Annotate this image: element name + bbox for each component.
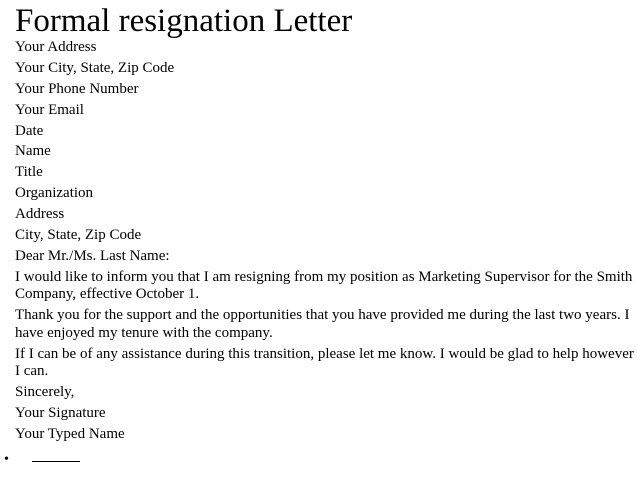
blank-underline bbox=[32, 461, 80, 462]
body-paragraph-thanks: Thank you for the support and the opportunities that you have provided me during the last two years. I have enjoyed my tenure with the company. bbox=[15, 307, 630, 341]
sender-email: Your Email bbox=[15, 101, 84, 118]
body-paragraph-assistance: If I can be of any assistance during this transition, please let me know. I would be glad to help however I can. bbox=[15, 345, 634, 380]
letter-body bbox=[15, 39, 635, 447]
body-paragraph-resignation: I would like to inform you that I am resigning from my position as Marketing Supervisor for the Smith Company, effective October 1. bbox=[15, 268, 633, 303]
bullet-icon: • bbox=[4, 452, 9, 467]
letter-title: Formal resignation Letter bbox=[15, 3, 353, 39]
sender-address: Your Address bbox=[15, 39, 97, 55]
salutation: Dear Mr./Ms. Last Name: bbox=[15, 247, 170, 264]
bullet-item bbox=[4, 451, 124, 471]
recipient-organization: Organization bbox=[15, 185, 94, 202]
recipient-address: Address bbox=[15, 206, 65, 223]
signature: Your Signature bbox=[15, 404, 106, 421]
sender-phone: Your Phone Number bbox=[15, 80, 139, 97]
closing: Sincerely, bbox=[15, 383, 75, 400]
recipient-name: Name bbox=[15, 143, 51, 160]
sender-city-state-zip: Your City, State, Zip Code bbox=[15, 59, 175, 76]
recipient-title: Title bbox=[15, 164, 43, 181]
recipient-city-state-zip: City, State, Zip Code bbox=[15, 227, 142, 244]
typed-name: Your Typed Name bbox=[15, 425, 125, 442]
letter-date: Date bbox=[15, 122, 44, 139]
